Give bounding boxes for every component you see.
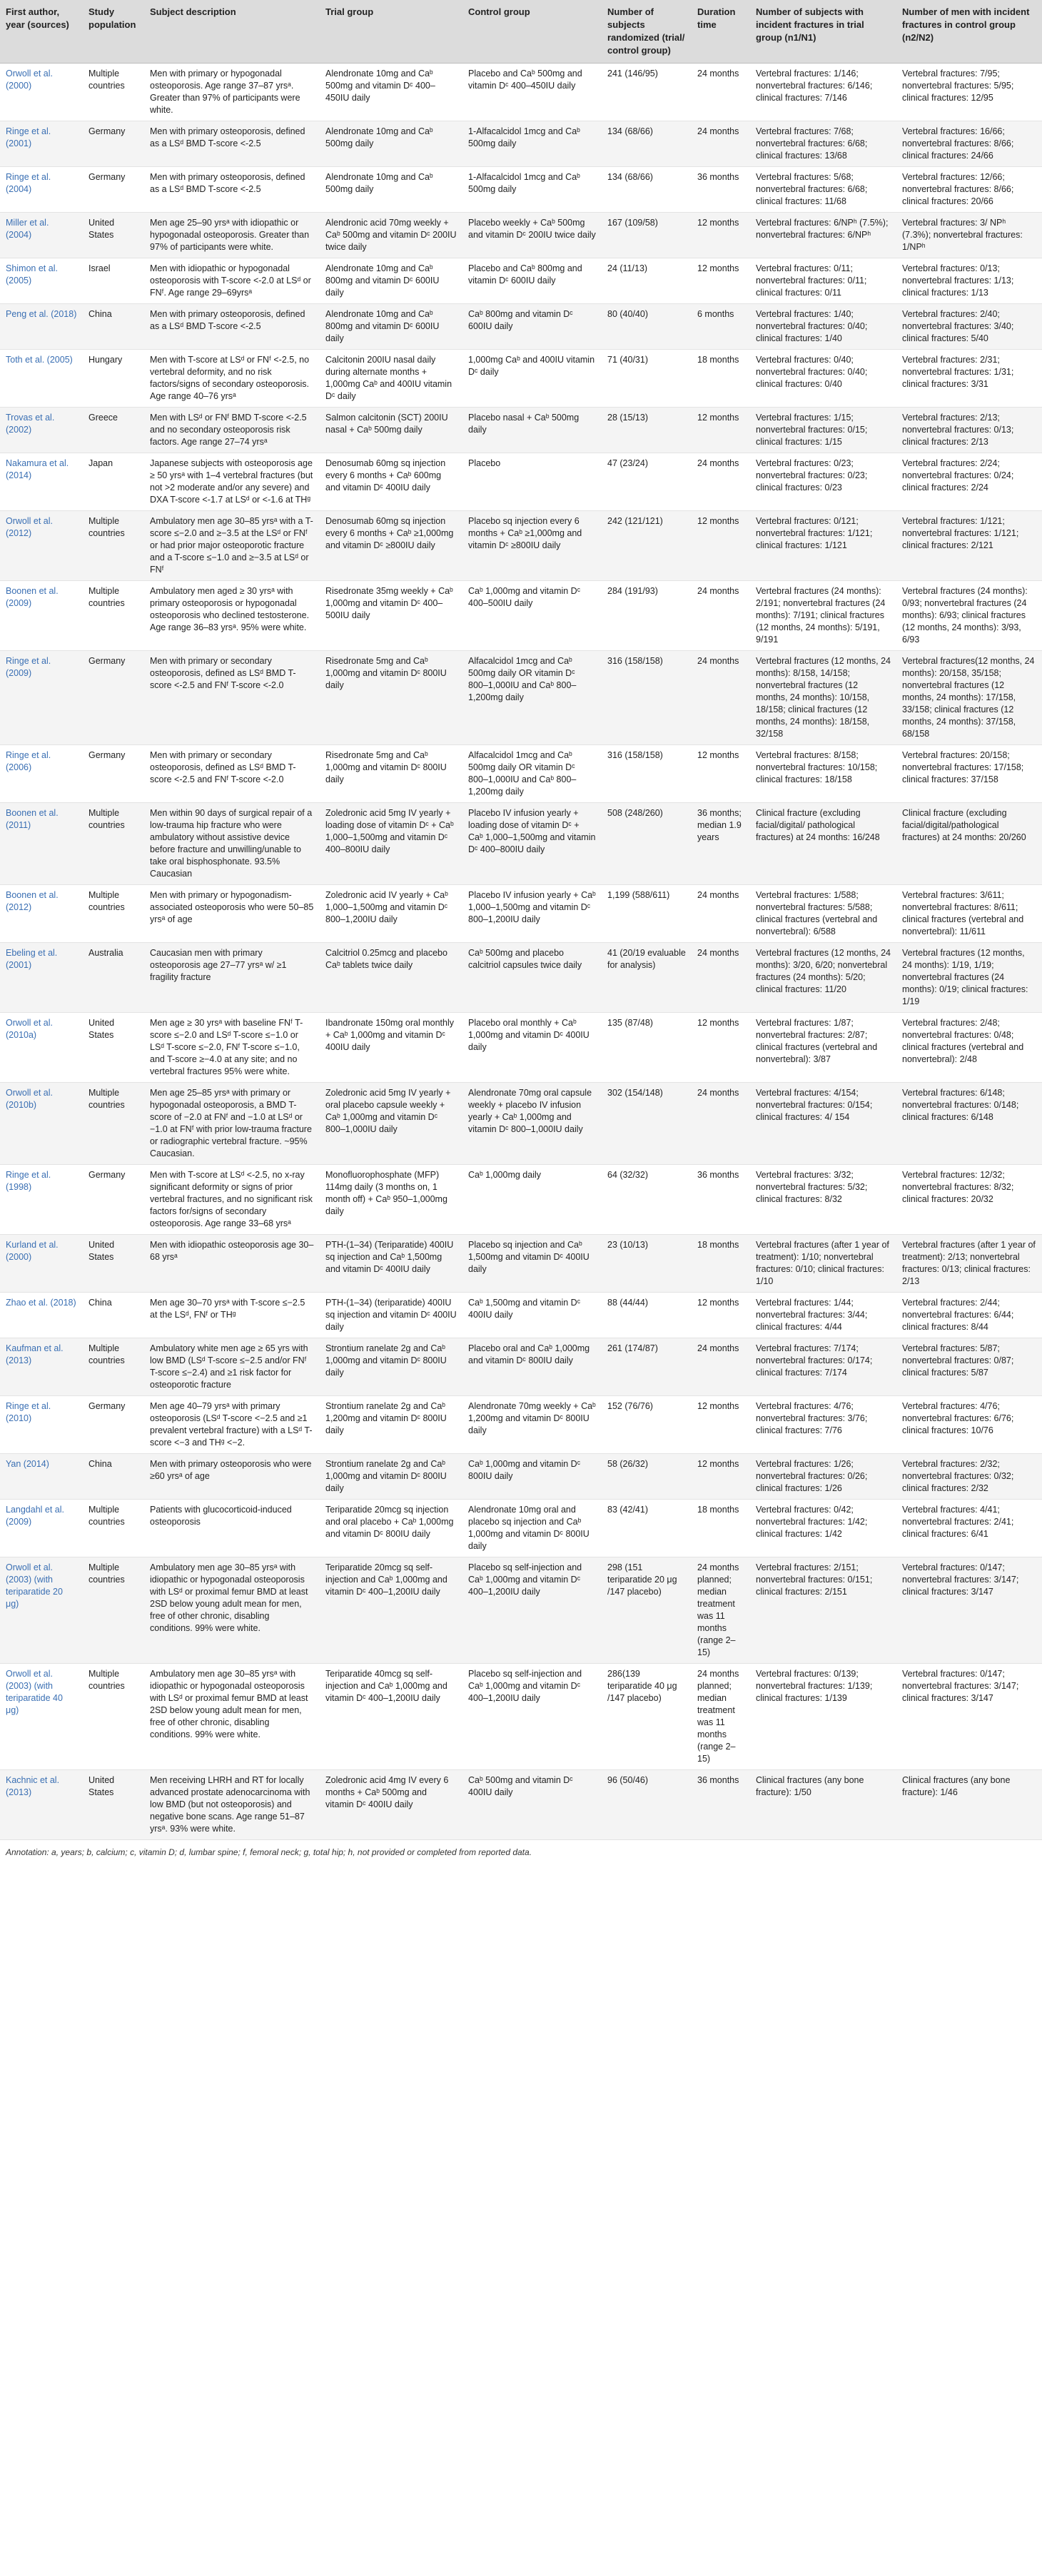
cell-duration-time: 24 months [692,581,750,651]
cell-subjects-randomized: 1,199 (588/611) [602,885,692,943]
cell-control-fractures: Vertebral fractures: 0/13; nonvertebral fractures: 1/13; clinical fractures: 1/13 [896,258,1042,304]
cell-duration-time: 12 months [692,408,750,453]
cell-study-population: Multiple countries [83,581,144,651]
cell-control-fractures: Vertebral fractures (12 months, 24 months): 1/19, 1/19; nonvertebral fractures (24 months): 0/19; clinical fractures: 1/19 [896,943,1042,1013]
cell-trial-group: Zoledronic acid 5mg IV yearly + loading dose of vitamin Dᶜ + Caᵇ 1,000–1,500mg and vitamin Dᶜ 400–800IU daily [320,803,462,885]
cell-trial-group: Zoledronic acid 5mg IV yearly + oral placebo capsule weekly + Caᵇ 1,000mg and vitamin Dᶜ 800–1,000IU daily [320,1083,462,1165]
cell-study-population: Multiple countries [83,1557,144,1664]
table-row [0,1454,1042,1500]
cell-control-group: Placebo sq self-injection and Caᵇ 1,000mg and vitamin Dᶜ 400–1,200IU daily [462,1557,602,1664]
column-header-first-author: First author, year (sources) [0,0,83,64]
cell-trial-fractures: Vertebral fractures: 3/32; nonvertebral fractures: 5/32; clinical fractures: 8/32 [750,1165,896,1235]
cell-trial-group: Alendronate 10mg and Caᵇ 500mg daily [320,121,462,167]
cell-subject-description: Men with primary osteoporosis, defined as a LSᵈ BMD T-score <-2.5 [144,304,320,350]
cell-control-group: Placebo sq self-injection and Caᵇ 1,000mg and vitamin Dᶜ 400–1,200IU daily [462,1664,602,1770]
cell-control-fractures: Vertebral fractures: 5/87; nonvertebral fractures: 0/87; clinical fractures: 5/87 [896,1338,1042,1396]
cell-first-author: Orwoll et al. (2010b) [0,1083,83,1165]
cell-duration-time: 12 months [692,511,750,581]
cell-first-author: Ringe et al. (2010) [0,1396,83,1454]
table-row [0,258,1042,304]
cell-subject-description: Men with primary or secondary osteoporosis, defined as LSᵈ BMD T-score <-2.5 and FNᶠ T-score <-2.0 [144,745,320,803]
cell-first-author: Ebeling et al. (2001) [0,943,83,1013]
cell-duration-time: 36 months; median 1.9 years [692,803,750,885]
cell-first-author: Orwoll et al. (2003) (with teriparatide 20 μg) [0,1557,83,1664]
cell-study-population: China [83,304,144,350]
cell-control-fractures: Vertebral fractures: 12/32; nonvertebral fractures: 8/32; clinical fractures: 20/32 [896,1165,1042,1235]
cell-study-population: Israel [83,258,144,304]
cell-subject-description: Men age ≥ 30 yrsᵃ with baseline FNᶠ T-score ≤−2.0 and LSᵈ T-score ≤−1.0 or LSᵈ T-score ≤−2.0, FNᶠ T-score ≤−1.0, and T-score ≥−4.0 at any site; and no vertebral fractures 95% were white. [144,1013,320,1083]
cell-trial-group: Alendronic acid 70mg weekly + Caᵇ 500mg and vitamin Dᶜ 200IU twice daily [320,213,462,258]
cell-study-population: Japan [83,453,144,511]
cell-first-author: Zhao et al. (2018) [0,1293,83,1338]
cell-subjects-randomized: 134 (68/66) [602,167,692,213]
table-row [0,1165,1042,1235]
cell-subject-description: Men age 30–70 yrsᵃ with T-score ≤−2.5 at the LSᵈ, FNᶠ or THᵍ [144,1293,320,1338]
cell-subject-description: Caucasian men with primary osteoporosis age 27–77 yrsᵃ w/ ≥1 fragility fracture [144,943,320,1013]
cell-control-group: Alendronate 70mg oral capsule weekly + placebo IV infusion yearly + Caᵇ 1,000mg and vitamin Dᶜ 800–1,000IU daily [462,1083,602,1165]
table-row [0,651,1042,745]
cell-first-author: Orwoll et al. (2003) (with teriparatide 40 μg) [0,1664,83,1770]
cell-control-group: Alfacalcidol 1mcg and Caᵇ 500mg daily OR vitamin Dᶜ 800–1,000IU and Caᵇ 800–1,200mg daily [462,651,602,745]
cell-subject-description: Men age 40–79 yrsᵃ with primary osteoporosis (LSᵈ T-score <−2.5 and ≥1 prevalent vertebral fracture) with a LSᵈ T-score <−3 and THᵍ <−2. [144,1396,320,1454]
cell-subject-description: Men with LSᵈ or FNᶠ BMD T-score <-2.5 and no secondary osteoporosis risk factors. Age range 27–74 yrsᵃ [144,408,320,453]
cell-duration-time: 12 months [692,258,750,304]
cell-control-group: Placebo oral and Caᵇ 1,000mg and vitamin Dᶜ 800IU daily [462,1338,602,1396]
cell-first-author: Peng et al. (2018) [0,304,83,350]
cell-first-author: Shimon et al. (2005) [0,258,83,304]
cell-trial-group: PTH-(1–34) (Teriparatide) 400IU sq injection and Caᵇ 1,500mg and vitamin Dᶜ 400IU daily [320,1235,462,1293]
cell-control-group: Placebo IV infusion yearly + Caᵇ 1,000–1,500mg and vitamin Dᶜ 800–1,200IU daily [462,885,602,943]
cell-control-fractures: Vertebral fractures: 16/66; nonvertebral fractures: 8/66; clinical fractures: 24/66 [896,121,1042,167]
table-row [0,581,1042,651]
cell-trial-fractures: Clinical fracture (excluding facial/digital/ pathological fractures) at 24 months: 16/248 [750,803,896,885]
cell-trial-group: Risedronate 5mg and Caᵇ 1,000mg and vitamin Dᶜ 800IU daily [320,651,462,745]
cell-subject-description: Men age 25–90 yrsᵃ with idiopathic or hypogonadal osteoporosis. Greater than 97% of participants were white. [144,213,320,258]
cell-study-population: Multiple countries [83,64,144,121]
cell-study-population: Australia [83,943,144,1013]
cell-control-fractures: Clinical fracture (excluding facial/digital/pathological fractures) at 24 months: 20/260 [896,803,1042,885]
cell-study-population: United States [83,213,144,258]
cell-study-population: Germany [83,1396,144,1454]
cell-trial-group: Strontium ranelate 2g and Caᵇ 1,000mg and vitamin Dᶜ 800IU daily [320,1454,462,1500]
cell-control-group: Caᵇ 800mg and vitamin Dᶜ 600IU daily [462,304,602,350]
cell-study-population: Multiple countries [83,1664,144,1770]
cell-trial-fractures: Vertebral fractures: 8/158; nonvertebral fractures: 10/158; clinical fractures: 18/158 [750,745,896,803]
table-row [0,213,1042,258]
cell-trial-group: Alendronate 10mg and Caᵇ 800mg and vitamin Dᶜ 600IU daily [320,304,462,350]
cell-study-population: Germany [83,745,144,803]
cell-trial-group: Zoledronic acid 4mg IV every 6 months + Caᵇ 500mg and vitamin Dᶜ 400IU daily [320,1770,462,1840]
cell-subjects-randomized: 152 (76/76) [602,1396,692,1454]
table-row [0,943,1042,1013]
cell-control-fractures: Clinical fractures (any bone fracture): 1/46 [896,1770,1042,1840]
cell-duration-time: 24 months planned; median treatment was 11 months (range 2–15) [692,1664,750,1770]
cell-trial-group: Risedronate 5mg and Caᵇ 1,000mg and vitamin Dᶜ 800IU daily [320,745,462,803]
cell-first-author: Ringe et al. (1998) [0,1165,83,1235]
cell-study-population: Germany [83,167,144,213]
cell-trial-fractures: Vertebral fractures: 1/87; nonvertebral fractures: 2/87; clinical fractures (vertebral and nonvertebral): 3/87 [750,1013,896,1083]
cell-subject-description: Men age 25–85 yrsᵃ with primary or hypogonadal osteoporosis, a BMD T-score of −2.0 at FNᶠ and −1.0 at LSᵈ or −1.0 at FNᶠ with prior low-trauma fracture or radiographic vertebral fracture. ~95% Caucasian. [144,1083,320,1165]
cell-control-fractures: Vertebral fractures: 20/158; nonvertebral fractures: 17/158; clinical fractures: 37/158 [896,745,1042,803]
cell-control-fractures: Vertebral fractures: 3/ NPʰ (7.3%); nonvertebral fractures: 1/NPʰ [896,213,1042,258]
table-row [0,121,1042,167]
cell-subjects-randomized: 261 (174/87) [602,1338,692,1396]
cell-duration-time: 12 months [692,1293,750,1338]
cell-duration-time: 12 months [692,745,750,803]
cell-control-group: Placebo IV infusion yearly + loading dose of vitamin Dᶜ + Caᵇ 1,000–1,500mg and vitamin Dᶜ 400–800IU daily [462,803,602,885]
cell-control-group: Placebo nasal + Caᵇ 500mg daily [462,408,602,453]
cell-control-fractures: Vertebral fractures: 2/44; nonvertebral fractures: 6/44; clinical fractures: 8/44 [896,1293,1042,1338]
cell-control-group: Caᵇ 1,000mg daily [462,1165,602,1235]
cell-subjects-randomized: 28 (15/13) [602,408,692,453]
cell-trial-group: Calcitonin 200IU nasal daily during alternate months + 1,000mg Caᵇ and 400IU vitamin Dᶜ daily [320,350,462,408]
cell-duration-time: 24 months [692,1083,750,1165]
cell-first-author: Miller et al. (2004) [0,213,83,258]
cell-first-author: Ringe et al. (2004) [0,167,83,213]
cell-duration-time: 12 months [692,1396,750,1454]
cell-study-population: Multiple countries [83,885,144,943]
cell-control-group: Alendronate 70mg weekly + Caᵇ 1,200mg and vitamin Dᶜ 800IU daily [462,1396,602,1454]
cell-duration-time: 24 months [692,943,750,1013]
cell-trial-fractures: Vertebral fractures: 0/11; nonvertebral fractures: 0/11; clinical fractures: 0/11 [750,258,896,304]
cell-control-group: 1,000mg Caᵇ and 400IU vitamin Dᶜ daily [462,350,602,408]
table-header-row [0,0,1042,64]
cell-subjects-randomized: 64 (32/32) [602,1165,692,1235]
cell-subject-description: Men with primary osteoporosis, defined as a LSᵈ BMD T-score <-2.5 [144,121,320,167]
cell-trial-fractures: Vertebral fractures: 1/146; nonvertebral fractures: 6/146; clinical fractures: 7/146 [750,64,896,121]
cell-control-fractures: Vertebral fractures: 0/147; nonvertebral fractures: 3/147; clinical fractures: 3/147 [896,1557,1042,1664]
cell-subjects-randomized: 286(139 teriparatide 40 μg /147 placebo) [602,1664,692,1770]
cell-control-fractures: Vertebral fractures: 2/24; nonvertebral fractures: 0/24; clinical fractures: 2/24 [896,453,1042,511]
cell-study-population: Multiple countries [83,511,144,581]
cell-control-group: Caᵇ 1,500mg and vitamin Dᶜ 400IU daily [462,1293,602,1338]
cell-subject-description: Men with primary or secondary osteoporosis, defined as LSᵈ BMD T-score <-2.5 and FNᶠ T-score <-2.0 [144,651,320,745]
cell-study-population: United States [83,1235,144,1293]
cell-control-group: Caᵇ 1,000mg and vitamin Dᶜ 800IU daily [462,1454,602,1500]
column-header-subject-description: Subject description [144,0,320,64]
cell-trial-fractures: Vertebral fractures: 0/40; nonvertebral fractures: 0/40; clinical fractures: 0/40 [750,350,896,408]
cell-trial-group: Strontium ranelate 2g and Caᵇ 1,000mg and vitamin Dᶜ 800IU daily [320,1338,462,1396]
cell-trial-group: Alendronate 10mg and Caᵇ 500mg daily [320,167,462,213]
cell-study-population: Multiple countries [83,1500,144,1557]
cell-control-fractures: Vertebral fractures: 2/40; nonvertebral fractures: 3/40; clinical fractures: 5/40 [896,304,1042,350]
table-row [0,304,1042,350]
cell-study-population: United States [83,1013,144,1083]
cell-trial-fractures: Vertebral fractures: 4/76; nonvertebral fractures: 3/76; clinical fractures: 7/76 [750,1396,896,1454]
cell-first-author: Boonen et al. (2011) [0,803,83,885]
column-header-control-group: Control group [462,0,602,64]
cell-duration-time: 12 months [692,1013,750,1083]
cell-first-author: Kaufman et al. (2013) [0,1338,83,1396]
cell-subjects-randomized: 24 (11/13) [602,258,692,304]
cell-first-author: Orwoll et al. (2010a) [0,1013,83,1083]
cell-control-group: Placebo oral monthly + Caᵇ 1,000mg and vitamin Dᶜ 400IU daily [462,1013,602,1083]
cell-control-group: Alendronate 10mg oral and placebo sq injection and Caᵇ 1,000mg and vitamin Dᶜ 800IU daily [462,1500,602,1557]
cell-trial-group: Denosumab 60mg sq injection every 6 months + Caᵇ 600mg and vitamin Dᶜ 400IU daily [320,453,462,511]
cell-first-author: Ringe et al. (2006) [0,745,83,803]
cell-control-fractures: Vertebral fractures: 1/121; nonvertebral fractures: 1/121; clinical fractures: 2/121 [896,511,1042,581]
cell-subject-description: Ambulatory men age 30–85 yrsᵃ with idiopathic or hypogonadal osteoporosis with LSᵈ or proximal femur BMD at least 2SD below young adult mean for men, free of other chronic, disabling conditions. 99% were white. [144,1557,320,1664]
cell-control-fractures: Vertebral fractures: 2/48; nonvertebral fractures: 0/48; clinical fractures (vertebral and nonvertebral): 2/48 [896,1013,1042,1083]
cell-study-population: Greece [83,408,144,453]
cell-control-fractures: Vertebral fractures: 2/31; nonvertebral fractures: 1/31; clinical fractures: 3/31 [896,350,1042,408]
column-header-trial-fractures: Number of subjects with incident fractures in trial group (n1/N1) [750,0,896,64]
cell-first-author: Trovas et al. (2002) [0,408,83,453]
table-row [0,453,1042,511]
cell-trial-group: PTH-(1–34) (teriparatide) 400IU sq injection and vitamin Dᶜ 400IU daily [320,1293,462,1338]
cell-trial-group: Teriparatide 20mcg sq injection and oral placebo + Caᵇ 1,000mg and vitamin Dᶜ 800IU daily [320,1500,462,1557]
cell-subject-description: Men with T-score at LSᵈ or FNᶠ <-2.5, no vertebral deformity, and no risk factors/signs of secondary osteoporosis. Age range 40–76 yrsᵃ [144,350,320,408]
cell-trial-fractures: Vertebral fractures: 0/23; nonvertebral fractures: 0/23; clinical fractures: 0/23 [750,453,896,511]
cell-trial-fractures: Vertebral fractures: 6/NPʰ (7.5%); nonvertebral fractures: 6/NPʰ [750,213,896,258]
cell-trial-fractures: Vertebral fractures: 1/15; nonvertebral fractures: 0/15; clinical fractures: 1/15 [750,408,896,453]
cell-trial-group: Ibandronate 150mg oral monthly + Caᵇ 1,000mg and vitamin Dᶜ 400IU daily [320,1013,462,1083]
table-row [0,350,1042,408]
table-row [0,745,1042,803]
column-header-duration-time: Duration time [692,0,750,64]
cell-control-fractures: Vertebral fractures: 4/41; nonvertebral fractures: 2/41; clinical fractures: 6/41 [896,1500,1042,1557]
cell-control-group: Placebo sq injection and Caᵇ 1,500mg and vitamin Dᶜ 400IU daily [462,1235,602,1293]
table-row [0,885,1042,943]
cell-subjects-randomized: 242 (121/121) [602,511,692,581]
cell-duration-time: 24 months [692,453,750,511]
cell-control-group: Caᵇ 500mg and vitamin Dᶜ 400IU daily [462,1770,602,1840]
cell-subjects-randomized: 302 (154/148) [602,1083,692,1165]
table-row [0,1557,1042,1664]
table-row [0,167,1042,213]
cell-duration-time: 36 months [692,1770,750,1840]
cell-control-group: 1-Alfacalcidol 1mcg and Caᵇ 500mg daily [462,167,602,213]
cell-study-population: China [83,1293,144,1338]
cell-subjects-randomized: 41 (20/19 evaluable for analysis) [602,943,692,1013]
cell-study-population: Multiple countries [83,1083,144,1165]
cell-subject-description: Men with primary or hypogonadal osteoporosis. Age range 37–87 yrsᵃ. Greater than 97% of participants were white. [144,64,320,121]
cell-subjects-randomized: 58 (26/32) [602,1454,692,1500]
cell-subjects-randomized: 284 (191/93) [602,581,692,651]
table-row [0,1338,1042,1396]
cell-control-fractures: Vertebral fractures: 3/611; nonvertebral fractures: 8/611; clinical fractures (vertebral and nonvertebral): 11/611 [896,885,1042,943]
cell-trial-fractures: Clinical fractures (any bone fracture): 1/50 [750,1770,896,1840]
cell-subject-description: Ambulatory men age 30–85 yrsᵃ with idiopathic or hypogonadal osteoporosis with LSᵈ or proximal femur BMD at least 2SD below young adult mean for men, free of other chronic, disabling conditions. 99% were white. [144,1664,320,1770]
cell-duration-time: 18 months [692,1500,750,1557]
cell-duration-time: 6 months [692,304,750,350]
cell-first-author: Orwoll et al. (2012) [0,511,83,581]
cell-first-author: Kachnic et al. (2013) [0,1770,83,1840]
table-row [0,1500,1042,1557]
cell-subject-description: Ambulatory white men age ≥ 65 yrs with low BMD (LSᵈ T-score ≤−2.5 and/or FNᶠ T-score ≤−2.4) and ≥1 risk factor for osteoporotic fracture [144,1338,320,1396]
cell-control-group: Caᵇ 500mg and placebo calcitriol capsules twice daily [462,943,602,1013]
cell-trial-fractures: Vertebral fractures (24 months): 2/191; nonvertebral fractures (24 months): 7/191; clinical fractures (12 months, 24 months): 5/191, 9/191 [750,581,896,651]
table-row [0,408,1042,453]
cell-control-fractures: Vertebral fractures(12 months, 24 months): 20/158, 35/158; nonvertebral fractures (12 months, 24 months): 17/158, 33/158; clinical fractures (12 months, 24 months): 37/158, 68/158 [896,651,1042,745]
table-row [0,1013,1042,1083]
cell-duration-time: 12 months [692,213,750,258]
cell-control-fractures: Vertebral fractures: 2/32; nonvertebral fractures: 0/32; clinical fractures: 2/32 [896,1454,1042,1500]
cell-subject-description: Men receiving LHRH and RT for locally advanced prostate adenocarcinoma with low BMD (but not osteoporosis) and negative bone scans. Age range 51–87 yrsᵃ. 93% were white. [144,1770,320,1840]
cell-subjects-randomized: 241 (146/95) [602,64,692,121]
table-row [0,1664,1042,1770]
table-footnote: Annotation: a, years; b, calcium; c, vitamin D; d, lumbar spine; f, femoral neck; g, total hip; h, not provided or completed from reported data. [6,1847,532,1857]
table-row [0,1293,1042,1338]
cell-trial-group: Alendronate 10mg and Caᵇ 500mg and vitamin Dᶜ 400–450IU daily [320,64,462,121]
cell-subjects-randomized: 47 (23/24) [602,453,692,511]
cell-subject-description: Men with T-score at LSᵈ <-2.5, no x-ray significant deformity or signs of prior vertebral fractures, and no significant risk factors for/signs of secondary osteoporosis. Age range 33–68 yrsᵃ [144,1165,320,1235]
cell-trial-group: Calcitriol 0.25mcg and placebo Caᵇ tablets twice daily [320,943,462,1013]
cell-subjects-randomized: 135 (87/48) [602,1013,692,1083]
cell-trial-fractures: Vertebral fractures: 5/68; nonvertebral fractures: 6/68; clinical fractures: 11/68 [750,167,896,213]
cell-subject-description: Men within 90 days of surgical repair of a low-trauma hip fracture who were ambulatory without assistive device before fracture and unwilling/unable to take oral bisphosphonate. 93.5% Caucasian [144,803,320,885]
table-row [0,1083,1042,1165]
cell-subject-description: Patients with glucocorticoid-induced osteoporosis [144,1500,320,1557]
cell-study-population: Germany [83,651,144,745]
cell-study-population: Germany [83,121,144,167]
cell-control-group: Caᵇ 1,000mg and vitamin Dᶜ 400–500IU daily [462,581,602,651]
cell-trial-group: Denosumab 60mg sq injection every 6 months + Caᵇ ≥1,000mg and vitamin Dᶜ ≥800IU daily [320,511,462,581]
cell-control-fractures: Vertebral fractures: 6/148; nonvertebral fractures: 0/148; clinical fractures: 6/148 [896,1083,1042,1165]
cell-control-fractures: Vertebral fractures (after 1 year of treatment): 2/13; nonvertebral fractures: 0/13; clinical fractures: 2/13 [896,1235,1042,1293]
cell-trial-group: Zoledronic acid IV yearly + Caᵇ 1,000–1,500mg and vitamin Dᶜ 800–1,200IU daily [320,885,462,943]
cell-trial-fractures: Vertebral fractures: 7/174; nonvertebral fractures: 0/174; clinical fractures: 7/174 [750,1338,896,1396]
cell-first-author: Ringe et al. (2009) [0,651,83,745]
table-row [0,64,1042,121]
cell-duration-time: 24 months planned; median treatment was 11 months (range 2–15) [692,1557,750,1664]
table-row [0,1396,1042,1454]
cell-control-group: Alfacalcidol 1mcg and Caᵇ 500mg daily OR vitamin Dᶜ 800–1,000IU and Caᵇ 800–1,200mg daily [462,745,602,803]
table-body [0,64,1042,1840]
cell-first-author: Nakamura et al. (2014) [0,453,83,511]
cell-subjects-randomized: 298 (151 teriparatide 20 μg /147 placebo) [602,1557,692,1664]
cell-control-fractures: Vertebral fractures: 2/13; nonvertebral fractures: 0/13; clinical fractures: 2/13 [896,408,1042,453]
table-row [0,511,1042,581]
cell-control-fractures: Vertebral fractures: 7/95; nonvertebral fractures: 5/95; clinical fractures: 12/95 [896,64,1042,121]
cell-trial-group: Salmon calcitonin (SCT) 200IU nasal + Caᵇ 500mg daily [320,408,462,453]
cell-subjects-randomized: 134 (68/66) [602,121,692,167]
cell-trial-fractures: Vertebral fractures: 1/26; nonvertebral fractures: 0/26; clinical fractures: 1/26 [750,1454,896,1500]
cell-duration-time: 24 months [692,651,750,745]
column-header-control-fractures: Number of men with incident fractures in control group (n2/N2) [896,0,1042,64]
cell-first-author: Ringe et al. (2001) [0,121,83,167]
cell-trial-group: Strontium ranelate 2g and Caᵇ 1,200mg and vitamin Dᶜ 800IU daily [320,1396,462,1454]
cell-trial-fractures: Vertebral fractures: 0/42; nonvertebral fractures: 1/42; clinical fractures: 1/42 [750,1500,896,1557]
cell-duration-time: 36 months [692,167,750,213]
cell-duration-time: 18 months [692,1235,750,1293]
cell-subjects-randomized: 96 (50/46) [602,1770,692,1840]
cell-control-fractures: Vertebral fractures (24 months): 0/93; nonvertebral fractures (24 months): 6/93; clinical fractures (12 months, 24 months): 3/93, 6/93 [896,581,1042,651]
cell-subject-description: Ambulatory men aged ≥ 30 yrsᵃ with primary osteoporosis or hypogonadal osteoporosis who declined testosterone. Age range 36–83 yrsᵃ. 95% were white. [144,581,320,651]
cell-first-author: Langdahl et al. (2009) [0,1500,83,1557]
cell-trial-fractures: Vertebral fractures: 2/151; nonvertebral fractures: 0/151; clinical fractures: 2/151 [750,1557,896,1664]
cell-control-group: 1-Alfacalcidol 1mcg and Caᵇ 500mg daily [462,121,602,167]
column-header-subjects-randomized: Number of subjects randomized (trial/ control group) [602,0,692,64]
cell-trial-group: Risedronate 35mg weekly + Caᵇ 1,000mg and vitamin Dᶜ 400–500IU daily [320,581,462,651]
cell-study-population: Multiple countries [83,1338,144,1396]
cell-subject-description: Men with idiopathic or hypogonadal osteoporosis with T-score <-2.0 at LSᵈ or FNᶠ. Age range 29–69yrsᵃ [144,258,320,304]
cell-trial-fractures: Vertebral fractures: 0/121; nonvertebral fractures: 1/121; clinical fractures: 1/121 [750,511,896,581]
cell-subjects-randomized: 508 (248/260) [602,803,692,885]
cell-control-fractures: Vertebral fractures: 12/66; nonvertebral fractures: 8/66; clinical fractures: 20/66 [896,167,1042,213]
cell-control-group: Placebo [462,453,602,511]
cell-duration-time: 24 months [692,121,750,167]
cell-trial-fractures: Vertebral fractures (12 months, 24 months): 3/20, 6/20; nonvertebral fractures (24 months): 5/20; clinical fractures: 11/20 [750,943,896,1013]
cell-control-group: Placebo weekly + Caᵇ 500mg and vitamin Dᶜ 200IU twice daily [462,213,602,258]
cell-subjects-randomized: 316 (158/158) [602,745,692,803]
cell-study-population: Hungary [83,350,144,408]
cell-subjects-randomized: 316 (158/158) [602,651,692,745]
cell-trial-fractures: Vertebral fractures: 0/139; nonvertebral fractures: 1/139; clinical fractures: 1/139 [750,1664,896,1770]
cell-subjects-randomized: 83 (42/41) [602,1500,692,1557]
cell-control-fractures: Vertebral fractures: 4/76; nonvertebral fractures: 6/76; clinical fractures: 10/76 [896,1396,1042,1454]
cell-control-group: Placebo and Caᵇ 500mg and vitamin Dᶜ 400–450IU daily [462,64,602,121]
cell-first-author: Kurland et al. (2000) [0,1235,83,1293]
cell-trial-fractures: Vertebral fractures: 1/44; nonvertebral fractures: 3/44; clinical fractures: 4/44 [750,1293,896,1338]
cell-subject-description: Men with primary osteoporosis, defined as a LSᵈ BMD T-score <-2.5 [144,167,320,213]
table-row [0,1235,1042,1293]
cell-trial-fractures: Vertebral fractures (12 months, 24 months): 8/158, 14/158; nonvertebral fractures (12 months, 24 months): 10/158, 18/158; clinical fractures (12 months, 24 months): 18/158, 32/158 [750,651,896,745]
cell-trial-fractures: Vertebral fractures: 1/588; nonvertebral fractures: 5/588; clinical fractures (vertebral and nonvertebral): 6/588 [750,885,896,943]
cell-study-population: United States [83,1770,144,1840]
cell-duration-time: 18 months [692,350,750,408]
cell-duration-time: 12 months [692,1454,750,1500]
cell-first-author: Yan (2014) [0,1454,83,1500]
cell-subjects-randomized: 80 (40/40) [602,304,692,350]
cell-control-fractures: Vertebral fractures: 0/147; nonvertebral fractures: 3/147; clinical fractures: 3/147 [896,1664,1042,1770]
cell-trial-group: Alendronate 10mg and Caᵇ 800mg and vitamin Dᶜ 600IU daily [320,258,462,304]
cell-trial-group: Teriparatide 40mcg sq self-injection and Caᵇ 1,000mg and vitamin Dᶜ 400–1,200IU daily [320,1664,462,1770]
table-row [0,803,1042,885]
cell-duration-time: 24 months [692,885,750,943]
cell-trial-fractures: Vertebral fractures (after 1 year of treatment): 1/10; nonvertebral fractures: 0/10; clinical fractures: 1/10 [750,1235,896,1293]
cell-subjects-randomized: 88 (44/44) [602,1293,692,1338]
cell-first-author: Orwoll et al. (2000) [0,64,83,121]
cell-subjects-randomized: 167 (109/58) [602,213,692,258]
cell-first-author: Boonen et al. (2009) [0,581,83,651]
cell-duration-time: 36 months [692,1165,750,1235]
cell-first-author: Toth et al. (2005) [0,350,83,408]
cell-trial-group: Teriparatide 20mcg sq self-injection and Caᵇ 1,000mg and vitamin Dᶜ 400–1,200IU daily [320,1557,462,1664]
column-header-trial-group: Trial group [320,0,462,64]
cell-study-population: China [83,1454,144,1500]
cell-duration-time: 24 months [692,1338,750,1396]
cell-study-population: Multiple countries [83,803,144,885]
cell-subjects-randomized: 23 (10/13) [602,1235,692,1293]
cell-trial-fractures: Vertebral fractures: 7/68; nonvertebral fractures: 6/68; clinical fractures: 13/68 [750,121,896,167]
cell-trial-fractures: Vertebral fractures: 1/40; nonvertebral fractures: 0/40; clinical fractures: 1/40 [750,304,896,350]
column-header-study-population: Study population [83,0,144,64]
cell-subject-description: Men with idiopathic osteoporosis age 30–68 yrsᵃ [144,1235,320,1293]
cell-duration-time: 24 months [692,64,750,121]
cell-control-group: Placebo and Caᵇ 800mg and vitamin Dᶜ 600IU daily [462,258,602,304]
cell-trial-group: Monofluorophosphate (MFP) 114mg daily (3 months on, 1 month off) + Caᵇ 950–1,000mg daily [320,1165,462,1235]
cell-subjects-randomized: 71 (40/31) [602,350,692,408]
cell-trial-fractures: Vertebral fractures: 4/154; nonvertebral fractures: 0/154; clinical fractures: 4/ 154 [750,1083,896,1165]
cell-subject-description: Japanese subjects with osteoporosis age ≥ 50 yrsᵃ with 1–4 vertebral fractures (but not >2 moderate and/or any severe) and DXA T-score <-1.7 at LSᵈ or <-1.6 at THᵍ [144,453,320,511]
table-row [0,1770,1042,1840]
cell-first-author: Boonen et al. (2012) [0,885,83,943]
cell-study-population: Germany [83,1165,144,1235]
cell-subject-description: Men with primary osteoporosis who were ≥60 yrsᵃ of age [144,1454,320,1500]
cell-subject-description: Men with primary or hypogonadism-associated osteoporosis who were 50–85 yrsᵃ of age [144,885,320,943]
cell-subject-description: Ambulatory men age 30–85 yrsᵃ with a T-score ≤−2.0 and ≥−3.5 at the LSᵈ or FNᶠ or had prior major osteoporotic fracture and a T-score ≤−1.0 and ≥−3.5 at LSᵈ or FNᶠ [144,511,320,581]
cell-control-group: Placebo sq injection every 6 months + Caᵇ ≥1,000mg and vitamin Dᶜ ≥800IU daily [462,511,602,581]
